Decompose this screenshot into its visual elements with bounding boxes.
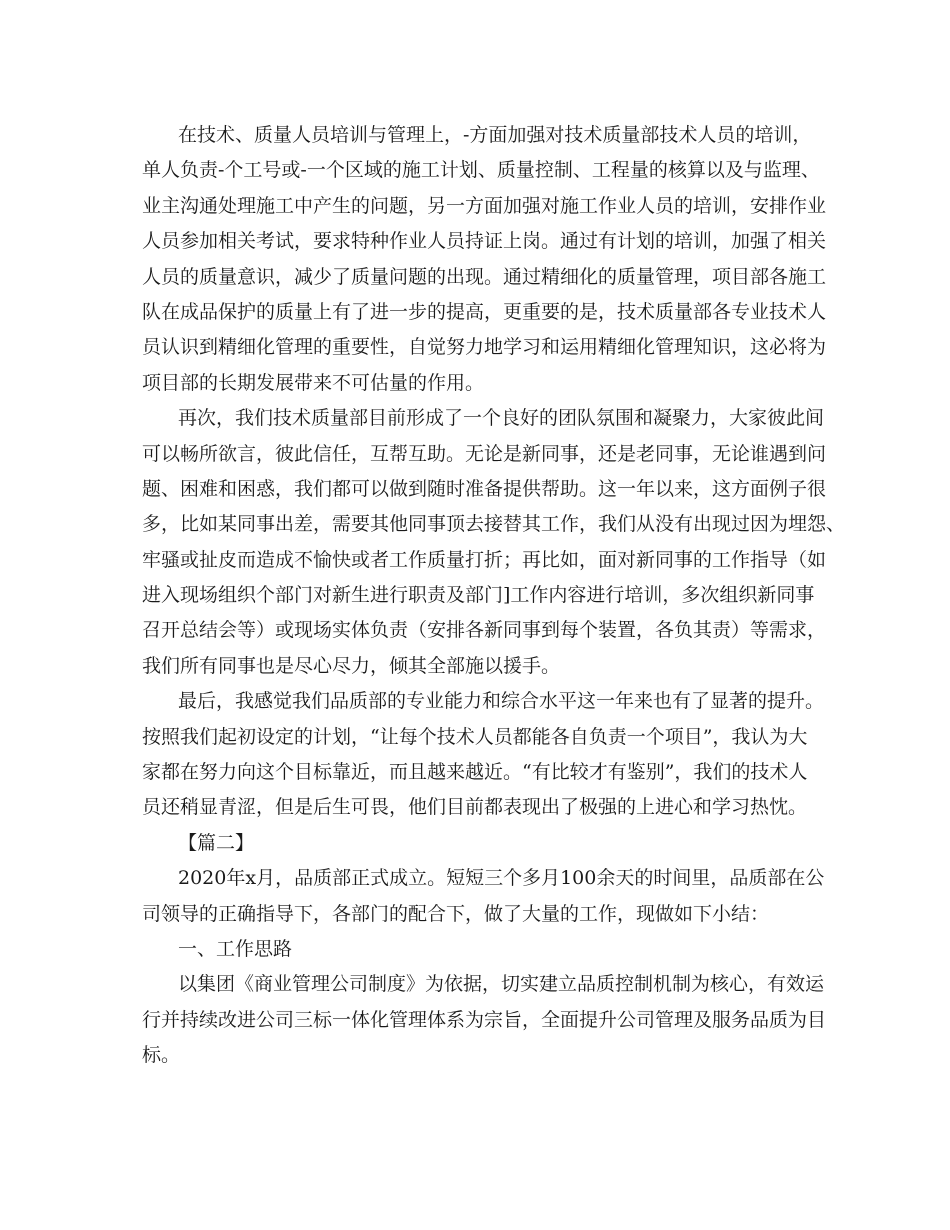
text-line: 题、困难和困惑，我们都可以做到随时准备提供帮助。这一年以来，这方面例子很 [142,477,827,500]
text-line: 单人负责-个工号或-一个区域的施工计划、质量控制、工程量的核算以及与监理、 [142,159,820,182]
text-line: 2020年x月，品质部正式成立。短短三个多月100余天的时间里，品质部在公 [178,867,825,890]
text-line: 牢骚或扯皮而造成不愉快或者工作质量打折；再比如，面对新同事的工作指导（如 [142,548,827,571]
text-line: 进入现场组织个部门对新生进行职责及部门]工作内容进行培训，多次组织新同事 [142,584,815,607]
text-line: 可以畅所欲言，彼此信任，互帮互助。无论是新同事，还是老同事，无论谁遇到问 [142,442,827,465]
text-line: 家都在努力向这个目标靠近，而且越来越近。“有比较才有鉴别”，我们的技术人 [142,761,808,784]
text-line: 再次，我们技术质量部目前形成了一个良好的团队氛围和凝聚力，大家彼此间 [178,407,825,430]
text-line: 【篇二】 [178,831,255,854]
text-line: 最后，我感觉我们品质部的专业能力和综合水平这一年来也有了显著的提升。 [178,690,825,713]
text-line: 人员参加相关考试，要求特种作业人员持证上岗。通过有计划的培训，加强了相关 [142,230,827,253]
text-line: 行并持续改进公司三标一体化管理体系为宗旨，全面提升公司管理及服务品质为目 [142,1008,827,1031]
text-line: 标。 [142,1044,181,1067]
text-line: 员认识到精细化管理的重要性，自觉努力地学习和运用精细化管理知识，这必将为 [142,336,827,359]
text-line: 我们所有同事也是尽心尽力，倾其全部施以援手。 [142,654,561,677]
text-line: 队在成品保护的质量上有了进一步的提高，更重要的是，技术质量部各专业技术人 [142,300,827,323]
text-line: 在技术、质量人员培训与管理上，-方面加强对技术质量部技术人员的培训， [178,124,812,146]
text-line: 业主沟通处理施工中产生的问题，另一方面加强对施工作业人员的培训，安排作业 [142,194,827,217]
text-line: 按照我们起初设定的计划，“让每个技术人员都能各自负责一个项目”，我认为大 [142,725,808,748]
text-line: 项目部的长期发展带来不可估量的作用。 [142,371,485,394]
text-line: 多，比如某同事出差，需要其他同事顶去接替其工作，我们从没有出现过因为埋怨、 [142,513,846,536]
text-line: 一、工作思路 [178,937,293,960]
document-body [142,118,846,1074]
text-line: 司领导的正确指导下，各部门的配合下，做了大量的工作，现做如下小结： [142,902,770,925]
text-line: 人员的质量意识，减少了质量问题的出现。通过精细化的质量管理，项目部各施工 [142,265,827,288]
text-line: 员还稍显青涩，但是后生可畏，他们目前都表现出了极强的上进心和学习热忱。 [142,796,808,819]
text-line: 以集团《商业管理公司制度》为依据，切实建立品质控制机制为核心，有效运 [178,973,825,996]
text-line: 召开总结会等）或现场实体负责（安排各新同事到每个装置，各负其责）等需求， [142,619,827,642]
